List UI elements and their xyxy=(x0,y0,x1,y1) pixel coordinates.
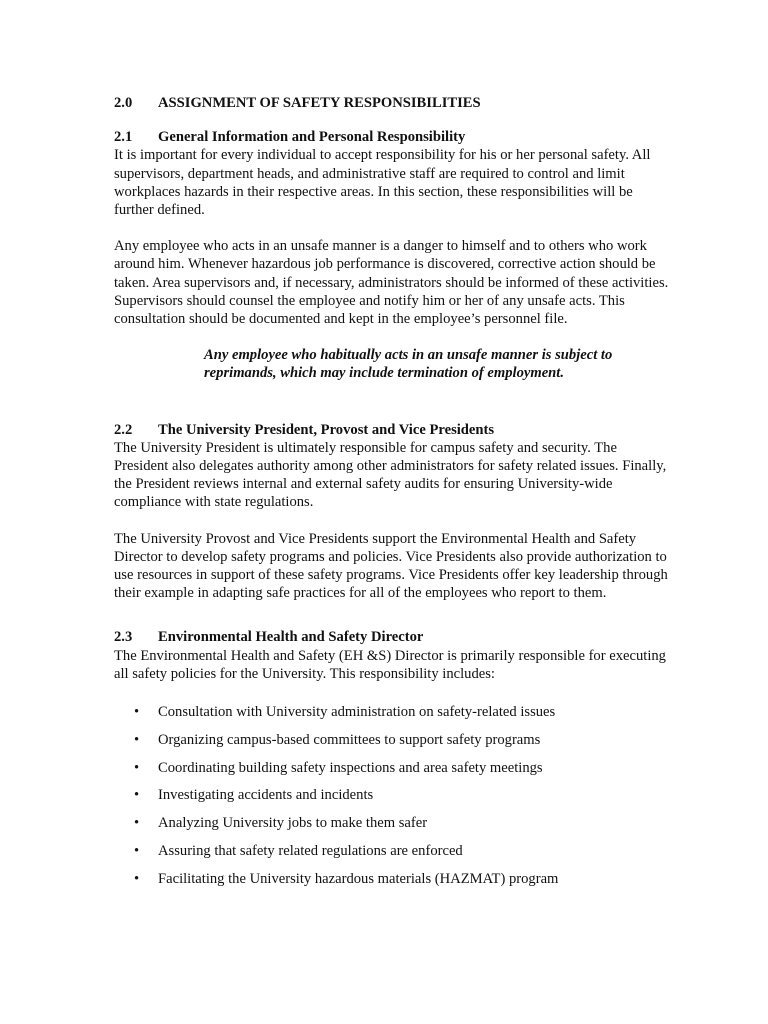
section-2-2-paragraph-2: The University Provost and Vice Presidents support the Environmental Health and Safety Director to develop safety programs and policies. Vice Presidents also provide authorization to use resources in support of these safety programs. Vice Presidents offer key leadership through their example in adapting safe practices for all of the employees who report to them. xyxy=(114,530,668,602)
title-text: ASSIGNMENT OF SAFETY RESPONSIBILITIES xyxy=(158,95,481,111)
document-title xyxy=(114,94,674,112)
list-item-text: Coordinating building safety inspections and area safety meetings xyxy=(158,759,543,776)
list-item xyxy=(114,870,674,888)
section-title: The University President, Provost and Vice Presidents xyxy=(158,421,495,438)
section-2-3-heading xyxy=(114,628,674,646)
list-item-text: Consultation with University administration on safety-related issues xyxy=(158,704,556,721)
section-title: Environmental Health and Safety Director xyxy=(158,629,424,646)
list-item xyxy=(114,786,674,804)
list-item xyxy=(114,759,674,777)
section-2-1-heading xyxy=(114,128,674,146)
list-item xyxy=(114,814,674,832)
title-number: 2.0 xyxy=(114,95,133,111)
bullet-icon: • xyxy=(134,704,140,721)
list-item xyxy=(114,842,674,860)
section-2-3-paragraph-1: The Environmental Health and Safety (EH &S) Director is primarily responsible for executing all safety policies for the University. This responsibility includes: xyxy=(114,647,666,682)
list-item-text: Organizing campus-based committees to support safety programs xyxy=(158,731,541,748)
list-item-text: Analyzing University jobs to make them safer xyxy=(158,815,428,832)
section-2-1-paragraph-1: It is important for every individual to accept responsibility for his or her personal safety. All supervisors, department heads, and administrative staff are required to control and limit workplaces hazards in their respective areas. In this section, these responsibilities will be further defined. xyxy=(114,147,651,219)
list-item xyxy=(114,731,674,749)
responsibilities-list xyxy=(114,703,674,888)
section-2-1-paragraph-2: Any employee who acts in an unsafe manner is a danger to himself and to others who work around him. Whenever hazardous job performance is discovered, corrective action should be taken. Area supervisors and, if necessary, administrators should be informed of these activities. Supervisors should counsel the employee and notify him or her of any unsafe acts. This consultation should be documented and kept in the employee’s personnel file. xyxy=(114,238,669,328)
section-title: General Information and Personal Responsibility xyxy=(158,129,466,146)
list-item-text: Facilitating the University hazardous materials (HAZMAT) program xyxy=(158,870,559,887)
section-number: 2.3 xyxy=(114,629,133,646)
document-page xyxy=(114,94,674,898)
section-number: 2.2 xyxy=(114,421,133,438)
list-item-text: Investigating accidents and incidents xyxy=(158,787,374,804)
warning-callout: Any employee who habitually acts in an unsafe manner is subject to reprimands, which may include termination of employment. xyxy=(204,347,613,382)
bullet-icon: • xyxy=(134,843,140,860)
bullet-icon: • xyxy=(134,815,140,832)
list-item xyxy=(114,703,674,721)
section-number: 2.1 xyxy=(114,129,133,146)
bullet-icon: • xyxy=(134,731,140,748)
section-2-2-heading xyxy=(114,421,674,439)
bullet-icon: • xyxy=(134,787,140,804)
section-2-2-paragraph-1: The University President is ultimately responsible for campus safety and security. The President also delegates authority among other administrators for safety related issues. Finally, the President reviews internal and external safety audits for ensuring University-wide compliance with state regulations. xyxy=(114,439,667,511)
bullet-icon: • xyxy=(134,870,140,887)
bullet-icon: • xyxy=(134,759,140,776)
list-item-text: Assuring that safety related regulations are enforced xyxy=(158,843,463,860)
